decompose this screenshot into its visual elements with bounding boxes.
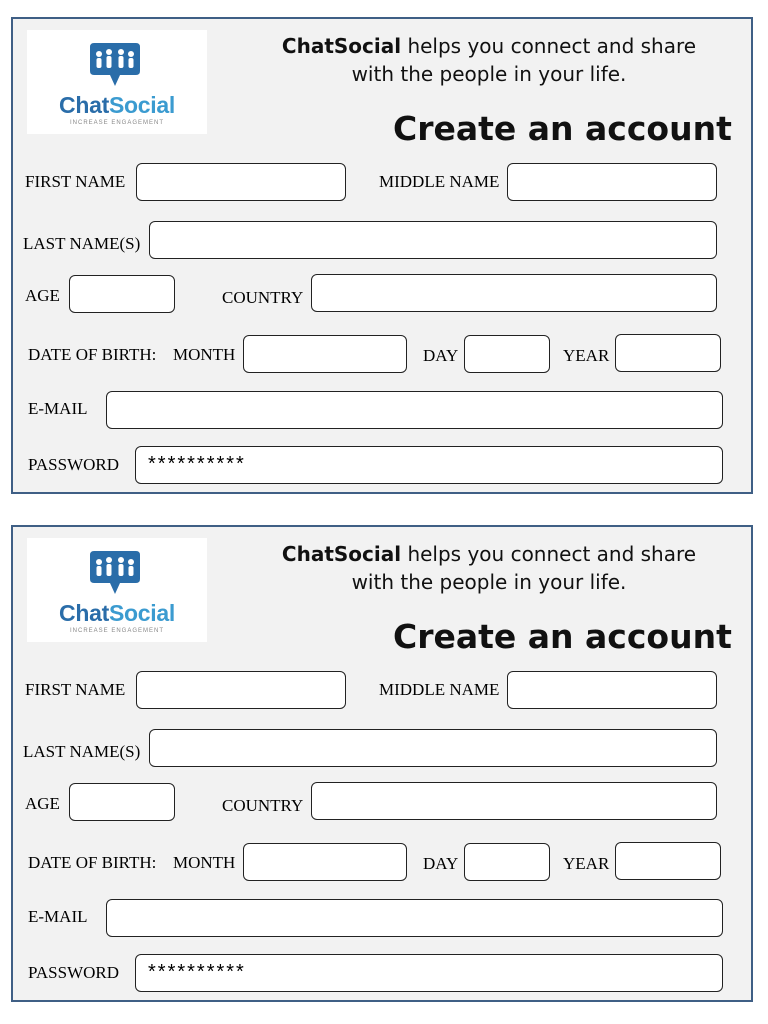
- logo-word-chat: Chat: [59, 600, 109, 626]
- day-input[interactable]: [464, 843, 550, 881]
- logo-word-social: Social: [108, 600, 175, 626]
- password-label: PASSWORD: [28, 455, 120, 474]
- chat-bubble-people-icon: [88, 549, 142, 597]
- first-name-label: FIRST NAME: [25, 172, 126, 191]
- year-label: YEAR: [563, 346, 610, 365]
- last-name-label: LAST NAME(S): [23, 234, 141, 253]
- signup-card-copy: [11, 525, 753, 1002]
- blurb-line-2: with the people in your life.: [351, 62, 627, 86]
- logo-tagline: INCREASE ENGAGEMENT: [69, 120, 164, 126]
- day-label: DAY: [423, 346, 459, 365]
- month-input[interactable]: [243, 335, 407, 373]
- day-input[interactable]: [464, 335, 550, 373]
- page-title: Create an account: [393, 617, 732, 656]
- age-input[interactable]: [69, 275, 175, 313]
- chat-bubble-people-icon: [88, 41, 142, 89]
- year-label: YEAR: [563, 854, 610, 873]
- age-input[interactable]: [69, 783, 175, 821]
- age-label: AGE: [25, 286, 60, 305]
- last-name-input[interactable]: [149, 729, 717, 767]
- email-label: E-MAIL: [28, 399, 88, 418]
- blurb-brand: ChatSocial: [281, 542, 402, 566]
- logo: [27, 30, 207, 134]
- brand-blurb: [239, 540, 739, 596]
- logo: [27, 538, 207, 642]
- first-name-input[interactable]: [136, 163, 346, 201]
- country-label: COUNTRY: [222, 288, 304, 307]
- age-label: AGE: [25, 794, 60, 813]
- logo-word-chat: Chat: [59, 92, 109, 118]
- page-title: Create an account: [393, 109, 732, 148]
- blurb-brand: ChatSocial: [281, 34, 402, 58]
- last-name-label: LAST NAME(S): [23, 742, 141, 761]
- first-name-input[interactable]: [136, 671, 346, 709]
- middle-name-label: MIDDLE NAME: [379, 172, 500, 191]
- last-name-input[interactable]: [149, 221, 717, 259]
- month-label: MONTH: [173, 345, 236, 364]
- year-input[interactable]: [615, 334, 721, 372]
- middle-name-input[interactable]: [507, 671, 717, 709]
- email-input[interactable]: [106, 391, 723, 429]
- logo-word-social: Social: [108, 92, 175, 118]
- day-label: DAY: [423, 854, 459, 873]
- blurb-line-2: with the people in your life.: [351, 570, 627, 594]
- blurb-line-1: helps you connect and share: [401, 542, 697, 566]
- logo-wordmark: [27, 92, 207, 119]
- blurb-line-1: helps you connect and share: [401, 34, 697, 58]
- password-label: PASSWORD: [28, 963, 120, 982]
- email-input[interactable]: [106, 899, 723, 937]
- signup-card: [11, 17, 753, 494]
- first-name-label: FIRST NAME: [25, 680, 126, 699]
- country-input[interactable]: [311, 782, 717, 820]
- month-label: MONTH: [173, 853, 236, 872]
- password-input[interactable]: **********: [135, 954, 723, 992]
- password-input[interactable]: **********: [135, 446, 723, 484]
- logo-wordmark: [27, 600, 207, 627]
- country-input[interactable]: [311, 274, 717, 312]
- country-label: COUNTRY: [222, 796, 304, 815]
- email-label: E-MAIL: [28, 907, 88, 926]
- brand-blurb: [239, 32, 739, 88]
- month-input[interactable]: [243, 843, 407, 881]
- dob-label: DATE OF BIRTH:: [28, 345, 157, 364]
- dob-label: DATE OF BIRTH:: [28, 853, 157, 872]
- middle-name-input[interactable]: [507, 163, 717, 201]
- middle-name-label: MIDDLE NAME: [379, 680, 500, 699]
- logo-tagline: INCREASE ENGAGEMENT: [69, 628, 164, 634]
- year-input[interactable]: [615, 842, 721, 880]
